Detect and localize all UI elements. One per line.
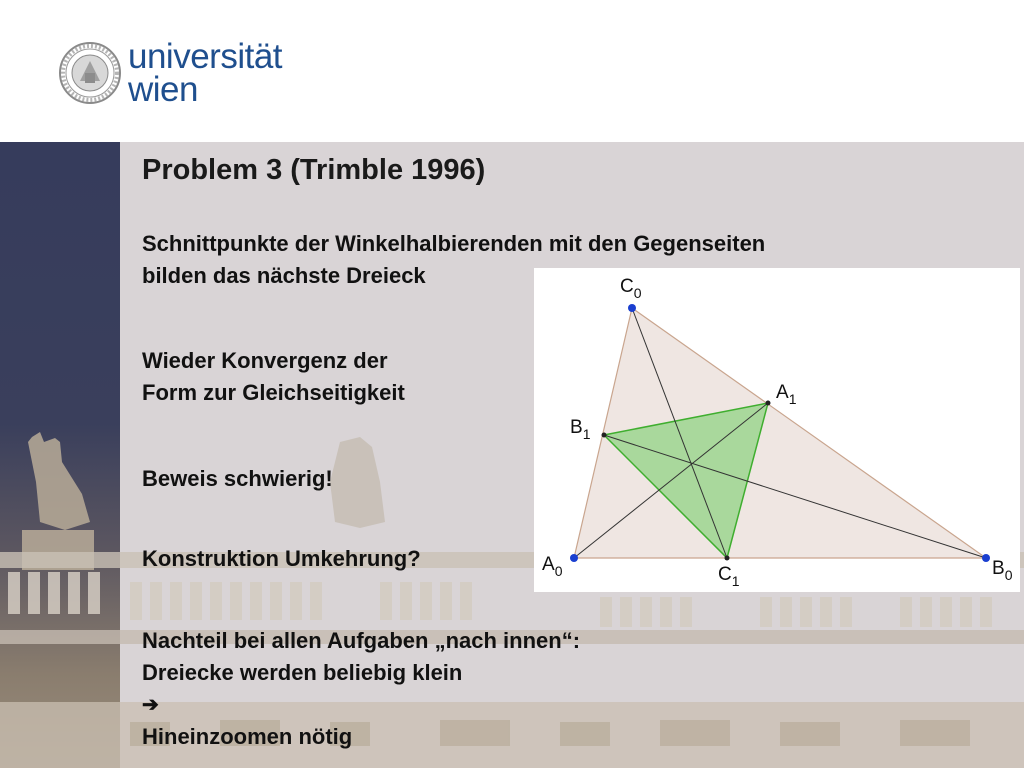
label-b1: $B_1$	[570, 417, 591, 442]
logo-line-1: universität	[128, 37, 283, 76]
paragraph-text: Dreiecke werden beliebig klein	[142, 660, 463, 685]
paragraph-convergence	[142, 345, 405, 409]
triangle-diagram	[534, 268, 1020, 592]
paragraph-line: Wieder Konvergenz der	[142, 348, 388, 373]
paragraph-proof: Beweis schwierig!	[142, 466, 333, 491]
paragraph-text: Hineinzoomen nötig	[142, 724, 353, 749]
logo-line-2: wien	[128, 70, 198, 110]
point-b0	[982, 554, 990, 562]
point-a1	[766, 401, 771, 406]
triangle-figure	[534, 268, 1020, 592]
point-b1	[602, 433, 607, 438]
label-a1: $A_1$	[776, 382, 797, 407]
paragraph-line: Form zur Gleichseitigkeit	[142, 380, 405, 405]
paragraph-line: bilden das nächste Dreieck	[142, 263, 426, 288]
label-c0: $C_0$	[620, 276, 642, 301]
point-c1	[725, 556, 730, 561]
label-b0: $B_0$	[992, 558, 1013, 583]
paragraph-line	[142, 657, 580, 753]
paragraph-disadvantage	[142, 625, 580, 753]
label-c1: $C_1$	[718, 564, 740, 589]
paragraph-construction: Konstruktion Umkehrung?	[142, 546, 421, 571]
point-c0	[628, 304, 636, 312]
paragraph-line: Schnittpunkte der Winkelhalbierenden mit den Gegenseiten	[142, 231, 766, 256]
paragraph-line: Nachteil bei allen Aufgaben „nach innen“:	[142, 628, 581, 653]
arrow-right-icon: ➔	[142, 694, 159, 716]
label-a0: $A_0$	[542, 554, 563, 579]
point-a0	[570, 554, 578, 562]
slide-title: Problem 3 (Trimble 1996)	[142, 154, 486, 186]
